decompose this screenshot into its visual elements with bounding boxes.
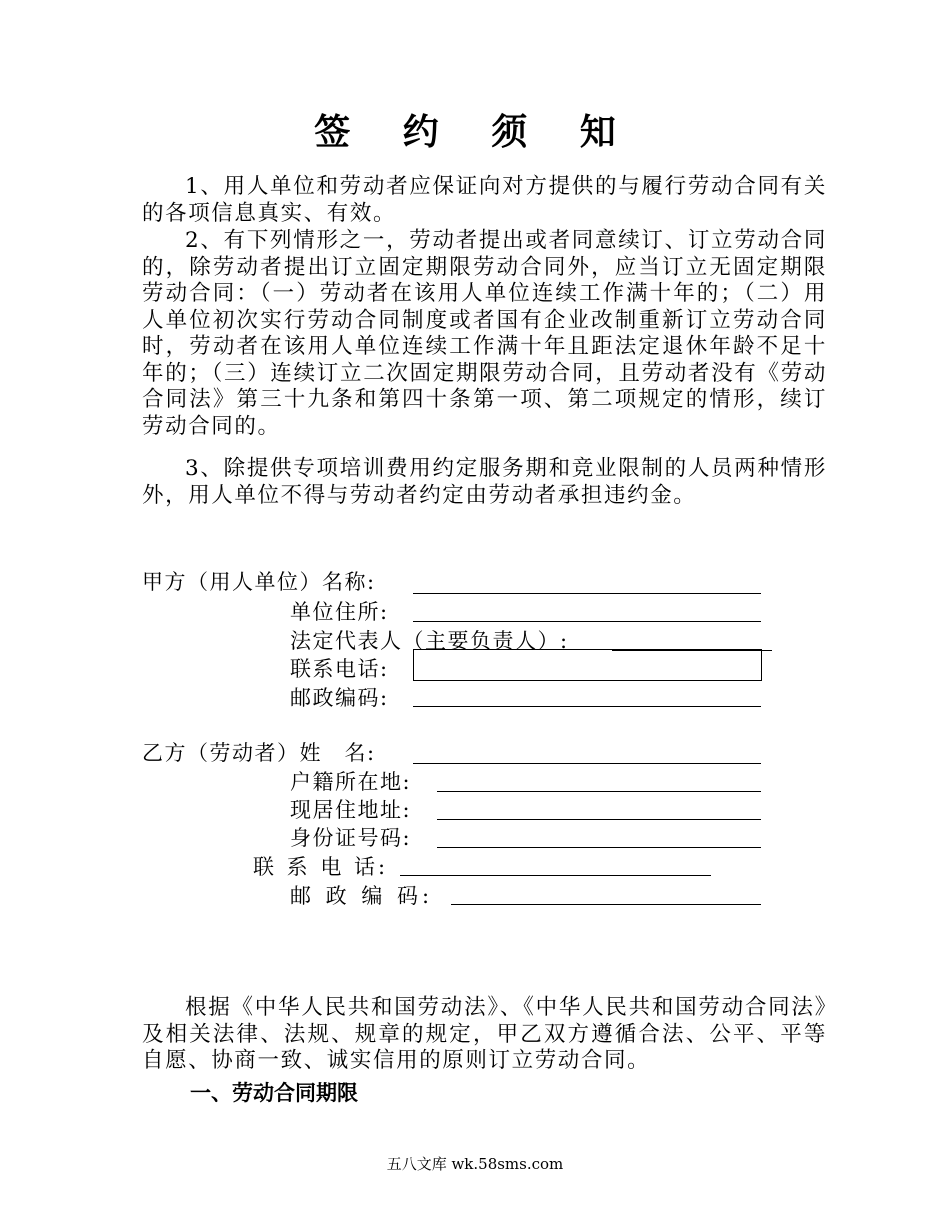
party-b-address-label: 现居住地址: [290,798,412,822]
document-title: 签 约 须 知 [314,111,636,153]
party-a-name-label: 甲方（用人单位）名称: [142,570,376,594]
notice-3: 3、除提供专项培训费用约定服务期和竞业限制的人员两种情形外，用人单位不得与劳动者约定由劳动者承担违约金。 [142,456,827,508]
party-a-phone-label: 联系电话: [290,657,389,681]
footer-watermark: 五八文库 wk.58sms.com [386,1155,564,1173]
party-a-legal-rep-label: 法定代表人（主要负责人）: [290,629,569,653]
notice-2: 2、有下列情形之一，劳动者提出或者同意续订、订立劳动合同的，除劳动者提出订立固定期限劳动合同外，应当订立无固定期限劳动合同：（一）劳动者在该用人单位连续工作满十年的；（二）用人单位初次实行劳动合同制度或者国有企业改制重新订立劳动合同时，劳动者在该用人单位连续工作满十年且距法定退休年龄不足十年的；（三）连续订立二次固定期限劳动合同，且劳动者没有《劳动合同法》第三十九条和第四十条第一项、第二项规定的情形，续订劳动合同的。 [142,228,827,439]
party-b-id-label: 身份证号码: [290,826,412,850]
party-b-household-label: 户籍所在地: [290,770,412,794]
party-b-phone-line[interactable] [400,875,711,876]
party-b-address-line[interactable] [437,819,761,820]
notice-1: 1、用人单位和劳动者应保证向对方提供的与履行劳动合同有关的各项信息真实、有效。 [142,174,827,226]
preamble: 根据《中华人民共和国劳动法》、《中华人民共和国劳动合同法》及相关法律、法规、规章的规定，甲乙双方遵循合法、公平、平等自愿、协商一致、诚实信用的原则订立劳动合同。 [142,995,827,1073]
party-b-phone-label: 联 系 电 话: [253,855,389,879]
section-1-heading: 一、劳动合同期限 [190,1081,358,1105]
party-b-postcode-label: 邮 政 编 码: [290,884,434,908]
party-a-postcode-label: 邮政编码: [290,686,389,710]
party-a-name-line[interactable] [413,593,761,594]
party-a-address-label: 单位住所: [290,600,389,624]
party-a-postcode-line[interactable] [413,706,761,707]
party-b-name-label: 乙方（劳动者）姓 名: [142,741,376,765]
party-b-name-line[interactable] [413,763,761,764]
party-a-address-line[interactable] [413,621,761,622]
party-b-household-line[interactable] [437,791,761,792]
party-b-id-line[interactable] [437,847,761,848]
party-b-postcode-line[interactable] [451,904,761,905]
party-a-phone-box[interactable] [413,649,762,681]
